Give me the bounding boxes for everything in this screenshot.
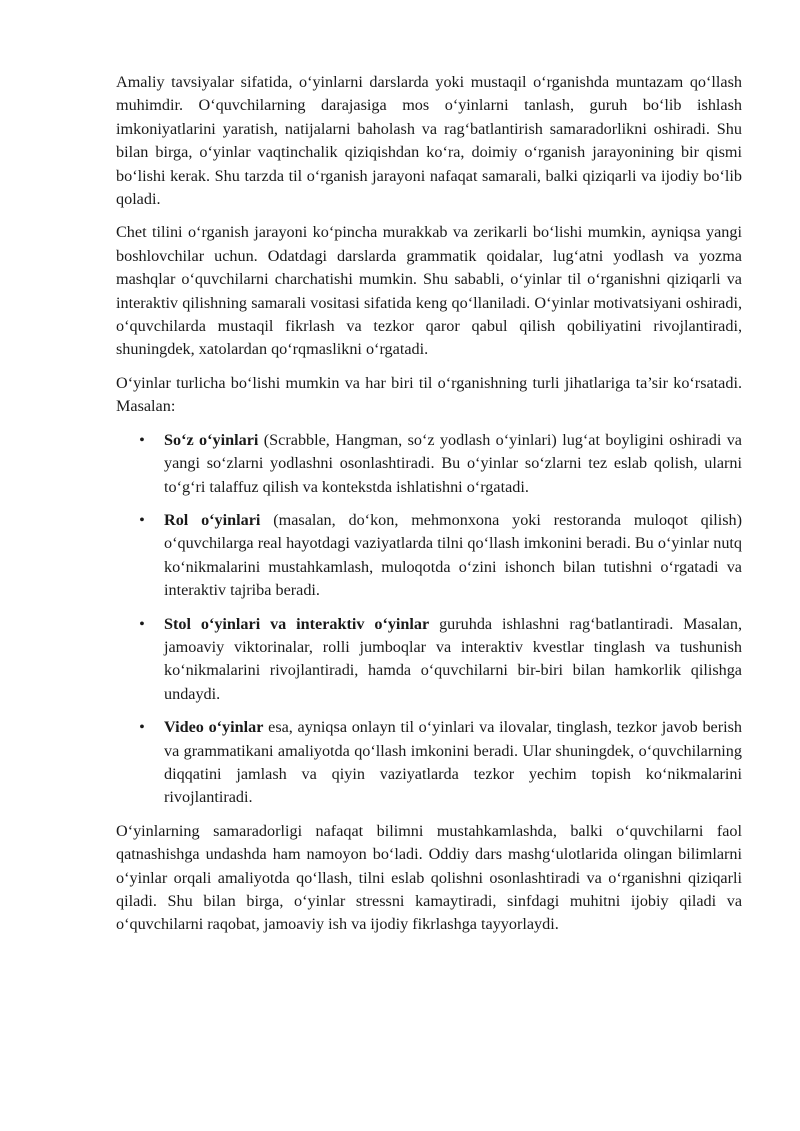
list-item-role-games (116, 509, 742, 603)
list-item-text: esa, ayniqsa onlayn til o‘yinlari va ilovalar, tinglash, tezkor javob berish va grammatikani amaliyotda qo‘llash imkonini beradi. Ular shuningdek, o‘quvchilarning diqqatini jamlash va qiyin vaziyatlarda tezkor yechim topish ko‘nikmalarini rivojlantiradi. (164, 718, 742, 807)
bullet-icon: • (139, 430, 145, 449)
list-item-word-games (116, 429, 742, 499)
list-item-title: Video o‘yinlar (164, 718, 264, 737)
list-item-title: Stol o‘yinlari va interaktiv o‘yinlar (164, 614, 430, 633)
list-item-title: Rol o‘yinlari (164, 510, 261, 529)
list-item-text: (Scrabble, Hangman, so‘z yodlash o‘yinlari) lug‘at boyligini oshiradi va yangi so‘zlarni yodlashni osonlashtiradi. Bu o‘yinlar so‘zlarni tez eslab qolish, ularni to‘g‘ri talaffuz qilish va kontekstda ishlatishni o‘rgatadi. (164, 430, 742, 496)
list-item-title: So‘z o‘yinlari (164, 430, 259, 449)
bullet-icon: • (139, 510, 145, 529)
game-types-list (116, 429, 742, 810)
paragraph-game-effectiveness: O‘yinlarning samaradorligi nafaqat bilimni mustahkamlashda, balki o‘quvchilarni faol qatnashishga undashda ham namoyon bo‘ladi. Oddiy dars mashg‘ulotlarida olingan bilimlarni o‘yinlar orqali amaliyotda qo‘llash, tilni eslab qolishni osonlashtiradi va o‘rganishni qiziqarli qiladi. Shu bilan birga, o‘yinlar stressni kamaytiradi, sinfdagi muhitni ijobiy qiladi va o‘quvchilarni raqobat, jamoaviy ish va ijodiy fikrlashga tayyorlaydi. (116, 821, 742, 934)
paragraph-game-types-intro: O‘yinlar turlicha bo‘lishi mumkin va har biri til o‘rganishning turli jihatlariga ta’sir ko‘rsatadi. Masalan: (116, 373, 742, 416)
list-item-text: (masalan, do‘kon, mehmonxona yoki restoranda muloqot qilish) o‘quvchilarga real hayotdagi vaziyatlarda tilni qo‘llash imkonini beradi. Bu o‘yinlar nutq ko‘nikmalarini mustahkamlash, muloqotda o‘zini ishonch bilan tutishni o‘rgatadi va interaktiv tajriba beradi. (164, 510, 742, 600)
paragraph-foreign-language-learning: Chet tilini o‘rganish jarayoni ko‘pincha murakkab va zerikarli bo‘lishi mumkin, ayniqsa yangi boshlovchilar uchun. Odatdagi darslarda grammatik qoidalar, lug‘atni yodlash va yozma mashqlar o‘quvchilarni charchatishi mumkin. Shu sababli, o‘yinlar til o‘rganishni qiziqarli va interaktiv qilishning samarali vositasi sifatida keng qo‘llaniladi. O‘yinlar motivatsiyani oshiradi, o‘quvchilarda mustaqil fikrlash va tezkor qaror qabul qilish qobiliyatini rivojlantiradi, shuningdek, xatolardan qo‘rqmaslikni o‘rgatadi. (116, 223, 742, 359)
list-item-video-games (116, 716, 742, 810)
list-item-text: guruhda ishlashni rag‘batlantiradi. Masalan, jamoaviy viktorinalar, rolli jumboqlar va interaktiv kvestlar tinglash va tushunish ko‘nikmalarini rivojlantiradi, hamda o‘quvchilarni bir-biri bilan hamkorlik qilishga undaydi. (164, 614, 742, 703)
paragraph-practical-recommendations: Amaliy tavsiyalar sifatida, o‘yinlarni darslarda yoki mustaqil o‘rganishda muntazam qo‘llash muhimdir. O‘quvchilarning darajasiga mos o‘yinlarni tanlash, guruh bo‘lib ishlash imkoniyatlarini yaratish, natijalarni baholash va rag‘batlantirish samaradorlikni oshiradi. Shu bilan birga, o‘yinlar vaqtinchalik qiziqishdan ko‘ra, doimiy o‘rganish jarayonining bir qismi bo‘lishi kerak. Shu tarzda til o‘rganish jarayoni nafaqat samarali, balki qiziqarli va ijodiy bo‘lib qoladi. (116, 73, 742, 209)
document-page (116, 71, 742, 947)
list-item-board-games (116, 613, 742, 707)
bullet-icon: • (139, 614, 145, 633)
bullet-icon: • (139, 718, 145, 737)
